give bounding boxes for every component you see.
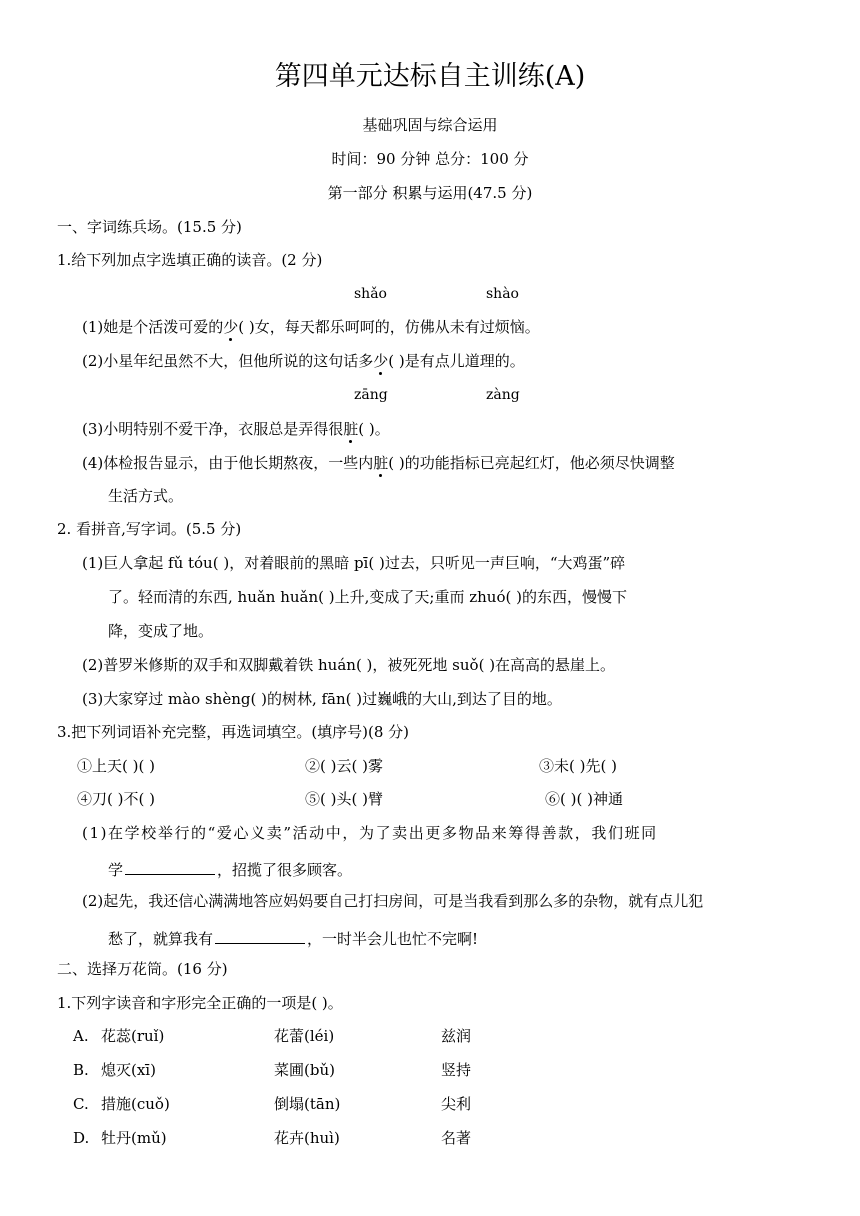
option-cell: 花蕊(ruǐ) — [101, 1027, 165, 1045]
pinyin-option: shào — [486, 286, 519, 302]
idiom-blank: ①上天( )( ) — [77, 757, 155, 775]
option-cell: 牡丹(mǔ) — [101, 1129, 167, 1147]
option-label: B. — [73, 1061, 89, 1079]
question-stem: 1.下列字读音和字形完全正确的一项是( )。 — [57, 994, 343, 1012]
question-stem: 1.给下列加点字选填正确的读音。(2 分) — [57, 251, 323, 269]
question-item: (1)她是个活泼可爱的少( )女，每天都乐呵呵的，仿佛从未有过烦恼。 — [82, 318, 540, 336]
option-cell: 花蕾(léi) — [274, 1027, 335, 1045]
idiom-blank: ②( )云( )雾 — [305, 757, 383, 775]
question-item: (1)在学校举行的“爱心义卖”活动中，为了卖出更多物品来筹得善款，我们班同 — [82, 824, 658, 842]
option-cell: 熄灭(xī) — [101, 1061, 156, 1079]
question-item-cont: 了。轻而清的东西, huǎn huǎn( )上升,变成了天;重而 zhuó( )的东西，慢慢下 — [108, 588, 627, 606]
option-cell: 花卉(huì) — [274, 1129, 340, 1147]
option-cell: 尖利 — [441, 1095, 472, 1113]
pinyin-option: zāng — [354, 387, 388, 403]
question-item: (1)巨人拿起 fǔ tóu( )，对着眼前的黑暗 pī( )过去，只听见一声巨响，“大鸡蛋”碎 — [82, 554, 626, 572]
page-title: 第四单元达标自主训练(A) — [274, 61, 586, 92]
idiom-blank: ③未( )先( ) — [539, 757, 617, 775]
dotted-char: 脏 — [373, 454, 389, 472]
part-heading: 第一部分 积累与运用(47.5 分) — [327, 184, 533, 202]
subtitle: 基础巩固与综合运用 — [362, 116, 498, 134]
option-label: D. — [73, 1129, 90, 1147]
pinyin-option: shǎo — [354, 286, 387, 302]
question-item: (3)小明特别不爱干净，衣服总是弄得很脏( )。 — [82, 420, 390, 438]
section-heading: 一、字词练兵场。(15.5 分) — [57, 218, 242, 236]
dotted-char: 少 — [373, 352, 389, 370]
option-cell: 菜圃(bǔ) — [274, 1061, 335, 1079]
question-item: (4)体检报告显示，由于他长期熬夜，一些内脏( )的功能指标已亮起红灯，他必须尽快调整 — [82, 454, 675, 472]
option-cell: 竖持 — [441, 1061, 472, 1079]
question-item: (2)小星年纪虽然不大，但他所说的这句话多少( )是有点儿道理的。 — [82, 352, 525, 370]
option-cell: 措施(cuǒ) — [101, 1095, 170, 1113]
option-label: C. — [73, 1095, 89, 1113]
option-cell: 名著 — [441, 1129, 472, 1147]
section-heading: 二、选择万花筒。(16 分) — [57, 960, 228, 978]
question-item-cont: 愁了，就算我有 ，一时半会儿也忙不完啊! — [108, 930, 479, 948]
answer-blank — [215, 929, 305, 944]
option-cell: 兹润 — [441, 1027, 472, 1045]
dotted-char: 脏 — [343, 420, 359, 438]
question-item-cont: 生活方式。 — [108, 487, 184, 505]
idiom-blank: ⑥( )( )神通 — [545, 790, 623, 808]
option-label: A. — [73, 1027, 89, 1045]
question-item: (3)大家穿过 mào shèng( )的树林, fān( )过巍峨的大山,到达了目的地。 — [82, 690, 562, 708]
answer-blank — [125, 860, 215, 875]
question-stem: 3.把下列词语补充完整，再选词填空。(填序号)(8 分) — [57, 723, 410, 741]
question-item: (2)起先，我还信心满满地答应妈妈要自己打扫房间，可是当我看到那么多的杂物，就有点儿犯 — [82, 892, 704, 910]
option-cell: 倒塌(tān) — [274, 1095, 341, 1113]
idiom-blank: ④刀( )不( ) — [77, 790, 155, 808]
question-item-cont: 学 ，招揽了很多顾客。 — [108, 861, 353, 879]
dotted-char: 少 — [223, 318, 239, 336]
time-score: 时间：90 分钟 总分：100 分 — [331, 150, 529, 168]
pinyin-option: zàng — [486, 387, 520, 403]
question-item: (2)普罗米修斯的双手和双脚戴着铁 huán( )，被死死地 suǒ( )在高高的悬崖上。 — [82, 656, 616, 674]
idiom-blank: ⑤( )头( )臂 — [305, 790, 383, 808]
question-item-cont: 降，变成了地。 — [108, 622, 214, 640]
question-stem: 2. 看拼音,写字词。(5.5 分) — [57, 520, 242, 538]
